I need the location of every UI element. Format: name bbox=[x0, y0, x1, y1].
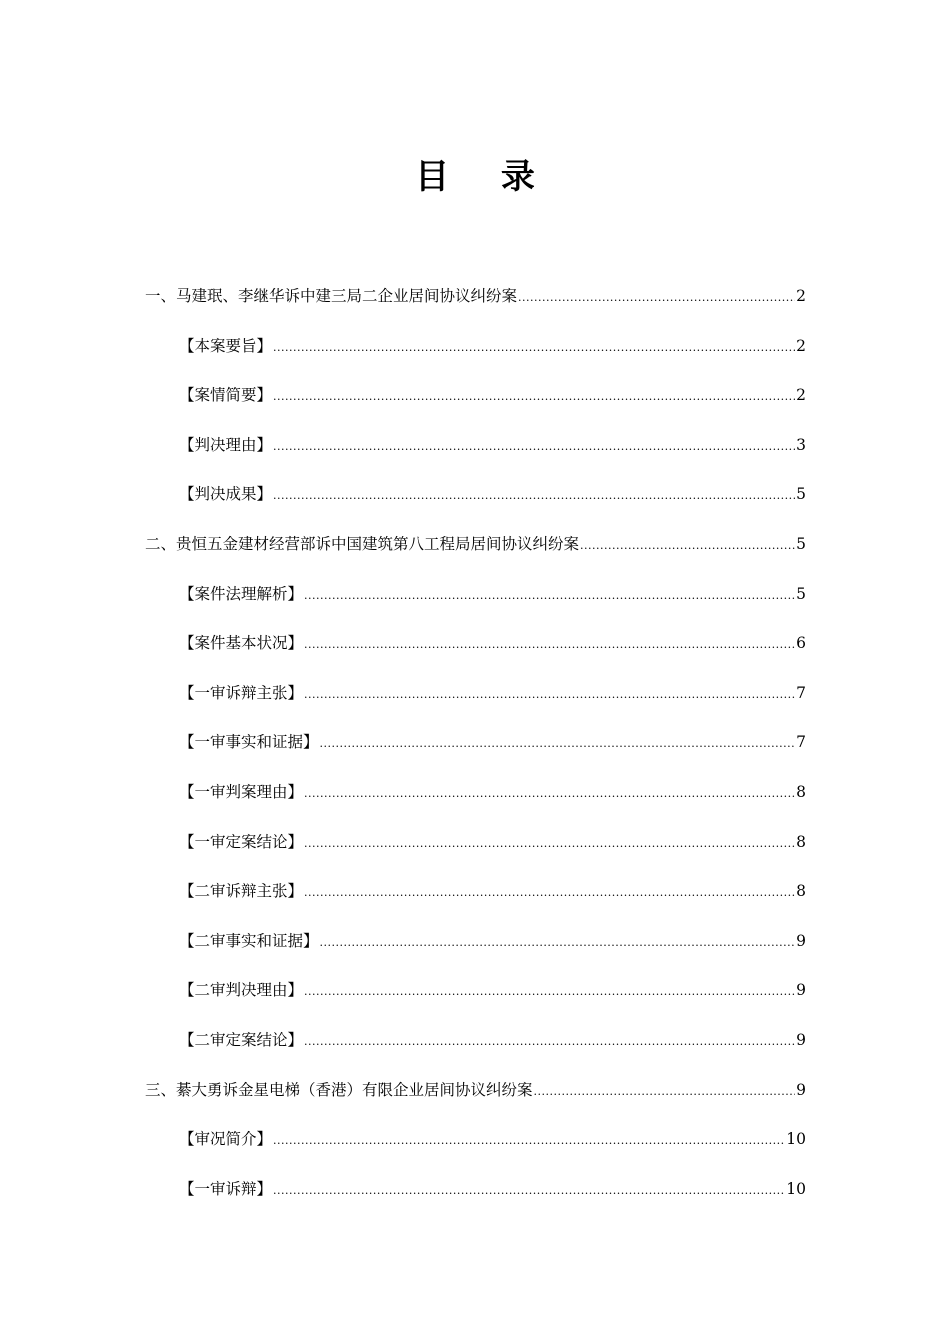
toc-entry-page: 10 bbox=[786, 1179, 806, 1198]
toc-entry-label: 三、綦大勇诉金星电梯（香港）有限企业居间协议纠纷案 bbox=[145, 1080, 533, 1099]
toc-entry[interactable] bbox=[145, 1070, 806, 1120]
toc-leader-dots bbox=[304, 675, 795, 715]
toc-entry-label: 【本案要旨】 bbox=[179, 336, 273, 355]
toc-entry-page: 9 bbox=[796, 1080, 806, 1099]
toc-entry-label: 一、马建珉、李继华诉中建三局二企业居间协议纠纷案 bbox=[145, 287, 518, 305]
toc-entry-label: 【一审诉辩】 bbox=[179, 1179, 273, 1198]
toc-entry-label: 【一审判案理由】 bbox=[179, 782, 304, 801]
toc-entry-page: 8 bbox=[796, 832, 806, 851]
toc-entry[interactable] bbox=[145, 425, 806, 475]
toc-entry-page: 2 bbox=[796, 336, 806, 355]
toc-entry-page: 7 bbox=[796, 683, 806, 702]
toc-leader-dots bbox=[273, 1171, 785, 1211]
toc-leader-dots bbox=[304, 576, 795, 616]
toc-entry[interactable] bbox=[145, 1119, 806, 1169]
toc-leader-dots bbox=[273, 328, 795, 368]
toc-entry[interactable] bbox=[145, 673, 806, 723]
toc-leader-dots bbox=[273, 427, 795, 467]
toc-leader-dots bbox=[320, 724, 796, 764]
toc-entry[interactable] bbox=[145, 524, 806, 574]
toc-entry-page: 5 bbox=[796, 485, 806, 504]
toc-leader-dots bbox=[273, 1121, 785, 1161]
toc-leader-dots bbox=[304, 873, 795, 913]
toc-entry-page: 9 bbox=[796, 1030, 806, 1049]
toc-title: 目 录 bbox=[415, 157, 555, 197]
toc-entry-page: 5 bbox=[796, 534, 806, 553]
toc-leader-dots bbox=[304, 774, 795, 814]
toc-entry-label: 二、贵恒五金建材经营部诉中国建筑第八工程局居间协议纠纷案 bbox=[145, 534, 580, 553]
toc-leader-dots bbox=[273, 377, 795, 417]
toc-leader-dots bbox=[304, 972, 795, 1012]
toc-entry[interactable] bbox=[145, 822, 806, 872]
toc-entry-page: 6 bbox=[796, 634, 806, 653]
toc-entry[interactable] bbox=[145, 1169, 806, 1219]
toc-entry[interactable] bbox=[145, 574, 806, 624]
toc-leader-dots bbox=[320, 923, 796, 963]
toc-leader-dots bbox=[518, 278, 795, 318]
toc-entry-label: 【一审事实和证据】 bbox=[179, 733, 319, 752]
toc-entry[interactable] bbox=[145, 1020, 806, 1070]
toc-leader-dots bbox=[580, 526, 795, 566]
toc-entry-page: 2 bbox=[796, 386, 806, 405]
toc-entry[interactable] bbox=[145, 276, 806, 326]
toc-entry-label: 【二审定案结论】 bbox=[179, 1030, 304, 1049]
toc-entry-page: 5 bbox=[796, 584, 806, 603]
toc-entry-label: 【一审定案结论】 bbox=[179, 832, 304, 851]
toc-entry-page: 8 bbox=[796, 782, 806, 801]
toc-leader-dots bbox=[273, 476, 795, 516]
toc-entry[interactable] bbox=[145, 970, 806, 1020]
toc-entry-page: 9 bbox=[796, 981, 806, 1000]
toc-leader-dots bbox=[304, 625, 795, 665]
toc-entry-page: 7 bbox=[796, 733, 806, 752]
toc-entry[interactable] bbox=[145, 326, 806, 376]
toc-entry-page: 2 bbox=[796, 287, 806, 305]
toc-entry-page: 8 bbox=[796, 882, 806, 901]
toc-leader-dots bbox=[534, 1072, 796, 1112]
toc-entry-page: 3 bbox=[796, 435, 806, 454]
toc-entry-label: 【案件基本状况】 bbox=[179, 634, 304, 653]
toc-entry-label: 【一审诉辩主张】 bbox=[179, 683, 304, 702]
toc-entry-label: 【二审事实和证据】 bbox=[179, 931, 319, 950]
toc-entry[interactable] bbox=[145, 375, 806, 425]
toc-entry[interactable] bbox=[145, 871, 806, 921]
toc-leader-dots bbox=[304, 824, 795, 864]
toc-list bbox=[145, 276, 806, 1218]
toc-leader-dots bbox=[304, 1022, 795, 1062]
toc-entry[interactable] bbox=[145, 623, 806, 673]
toc-entry-label: 【审况简介】 bbox=[179, 1130, 273, 1149]
toc-entry-label: 【二审判决理由】 bbox=[179, 981, 304, 1000]
toc-entry[interactable] bbox=[145, 722, 806, 772]
toc-entry[interactable] bbox=[145, 921, 806, 971]
toc-entry[interactable] bbox=[145, 474, 806, 524]
toc-entry-page: 9 bbox=[796, 931, 806, 950]
toc-entry-label: 【案件法理解析】 bbox=[179, 584, 304, 603]
toc-entry-label: 【判决理由】 bbox=[179, 435, 273, 454]
toc-entry-label: 【案情简要】 bbox=[179, 386, 273, 405]
toc-entry-label: 【二审诉辩主张】 bbox=[179, 882, 304, 901]
toc-entry-page: 10 bbox=[786, 1130, 806, 1149]
toc-entry[interactable] bbox=[145, 772, 806, 822]
toc-entry-label: 【判决成果】 bbox=[179, 485, 273, 504]
